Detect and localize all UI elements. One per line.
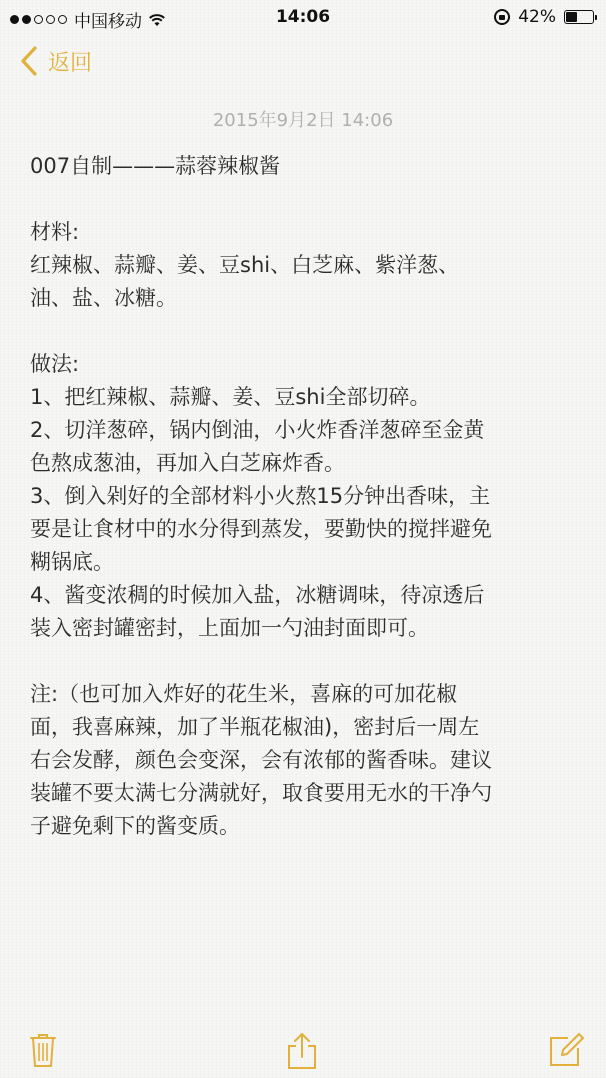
delete-button[interactable] <box>29 1032 57 1072</box>
battery-icon <box>564 10 594 24</box>
note-line: 注:（也可加入炸好的花生米，喜麻的可加花椒 <box>30 682 458 706</box>
share-icon <box>285 1032 319 1070</box>
note-blank-line <box>30 315 590 348</box>
note-line: 红辣椒、蒜瓣、姜、豆shi、白芝麻、紫洋葱、 <box>30 253 460 277</box>
note-blank-line <box>30 183 590 216</box>
carrier-name: 中国移动 <box>74 12 142 32</box>
chevron-left-icon <box>20 46 38 76</box>
note-line: 装入密封罐密封，上面加一勺油封面即可。 <box>30 616 429 640</box>
trash-icon <box>29 1032 57 1068</box>
note-line: 子避免剩下的酱变质。 <box>30 814 240 838</box>
note-line: 材料: <box>30 220 80 244</box>
bottom-toolbar <box>0 1022 606 1078</box>
compose-icon <box>548 1032 584 1068</box>
status-right <box>494 7 594 27</box>
rotation-lock-icon <box>494 9 510 25</box>
compose-button[interactable] <box>548 1032 584 1072</box>
note-line: 糊锅底。 <box>30 550 114 574</box>
note-line: 油、盐、冰糖。 <box>30 286 177 310</box>
note-line: 面，我喜麻辣，加了半瓶花椒油)，密封后一周左 <box>30 715 480 739</box>
note-line: 要是让食材中的水分得到蒸发，要勤快的搅拌避免 <box>30 517 492 541</box>
battery-fill <box>566 12 577 22</box>
back-label: 返回 <box>48 50 93 76</box>
back-button[interactable] <box>20 44 92 78</box>
status-time: 14:06 <box>275 7 331 27</box>
note-line: 装罐不要太满七分满就好，取食要用无水的干净勺 <box>30 781 492 805</box>
note-line: 右会发酵，颜色会变深，会有浓郁的酱香味。建议 <box>30 748 492 772</box>
note-line: 4、酱变浓稠的时候加入盐，冰糖调味，待凉透后 <box>30 583 485 607</box>
status-bar <box>0 0 606 36</box>
note-date: 2015年9月2日 14:06 <box>212 110 394 131</box>
note-body[interactable] <box>30 150 590 843</box>
note-line: 007自制———蒜蓉辣椒酱 <box>30 154 281 178</box>
note-blank-line <box>30 645 590 678</box>
note-line: 1、把红辣椒、蒜瓣、姜、豆shi全部切碎。 <box>30 385 431 409</box>
note-line: 做法: <box>30 352 80 376</box>
share-button[interactable] <box>285 1032 319 1074</box>
note-line: 2、切洋葱碎，锅内倒油，小火炸香洋葱碎至金黄 <box>30 418 485 442</box>
note-line: 色熬成葱油，再加入白芝麻炸香。 <box>30 451 345 475</box>
battery-percent: 42% <box>518 7 556 27</box>
note-line: 3、倒入剁好的全部材料小火熬15分钟出香味，主 <box>30 484 491 508</box>
